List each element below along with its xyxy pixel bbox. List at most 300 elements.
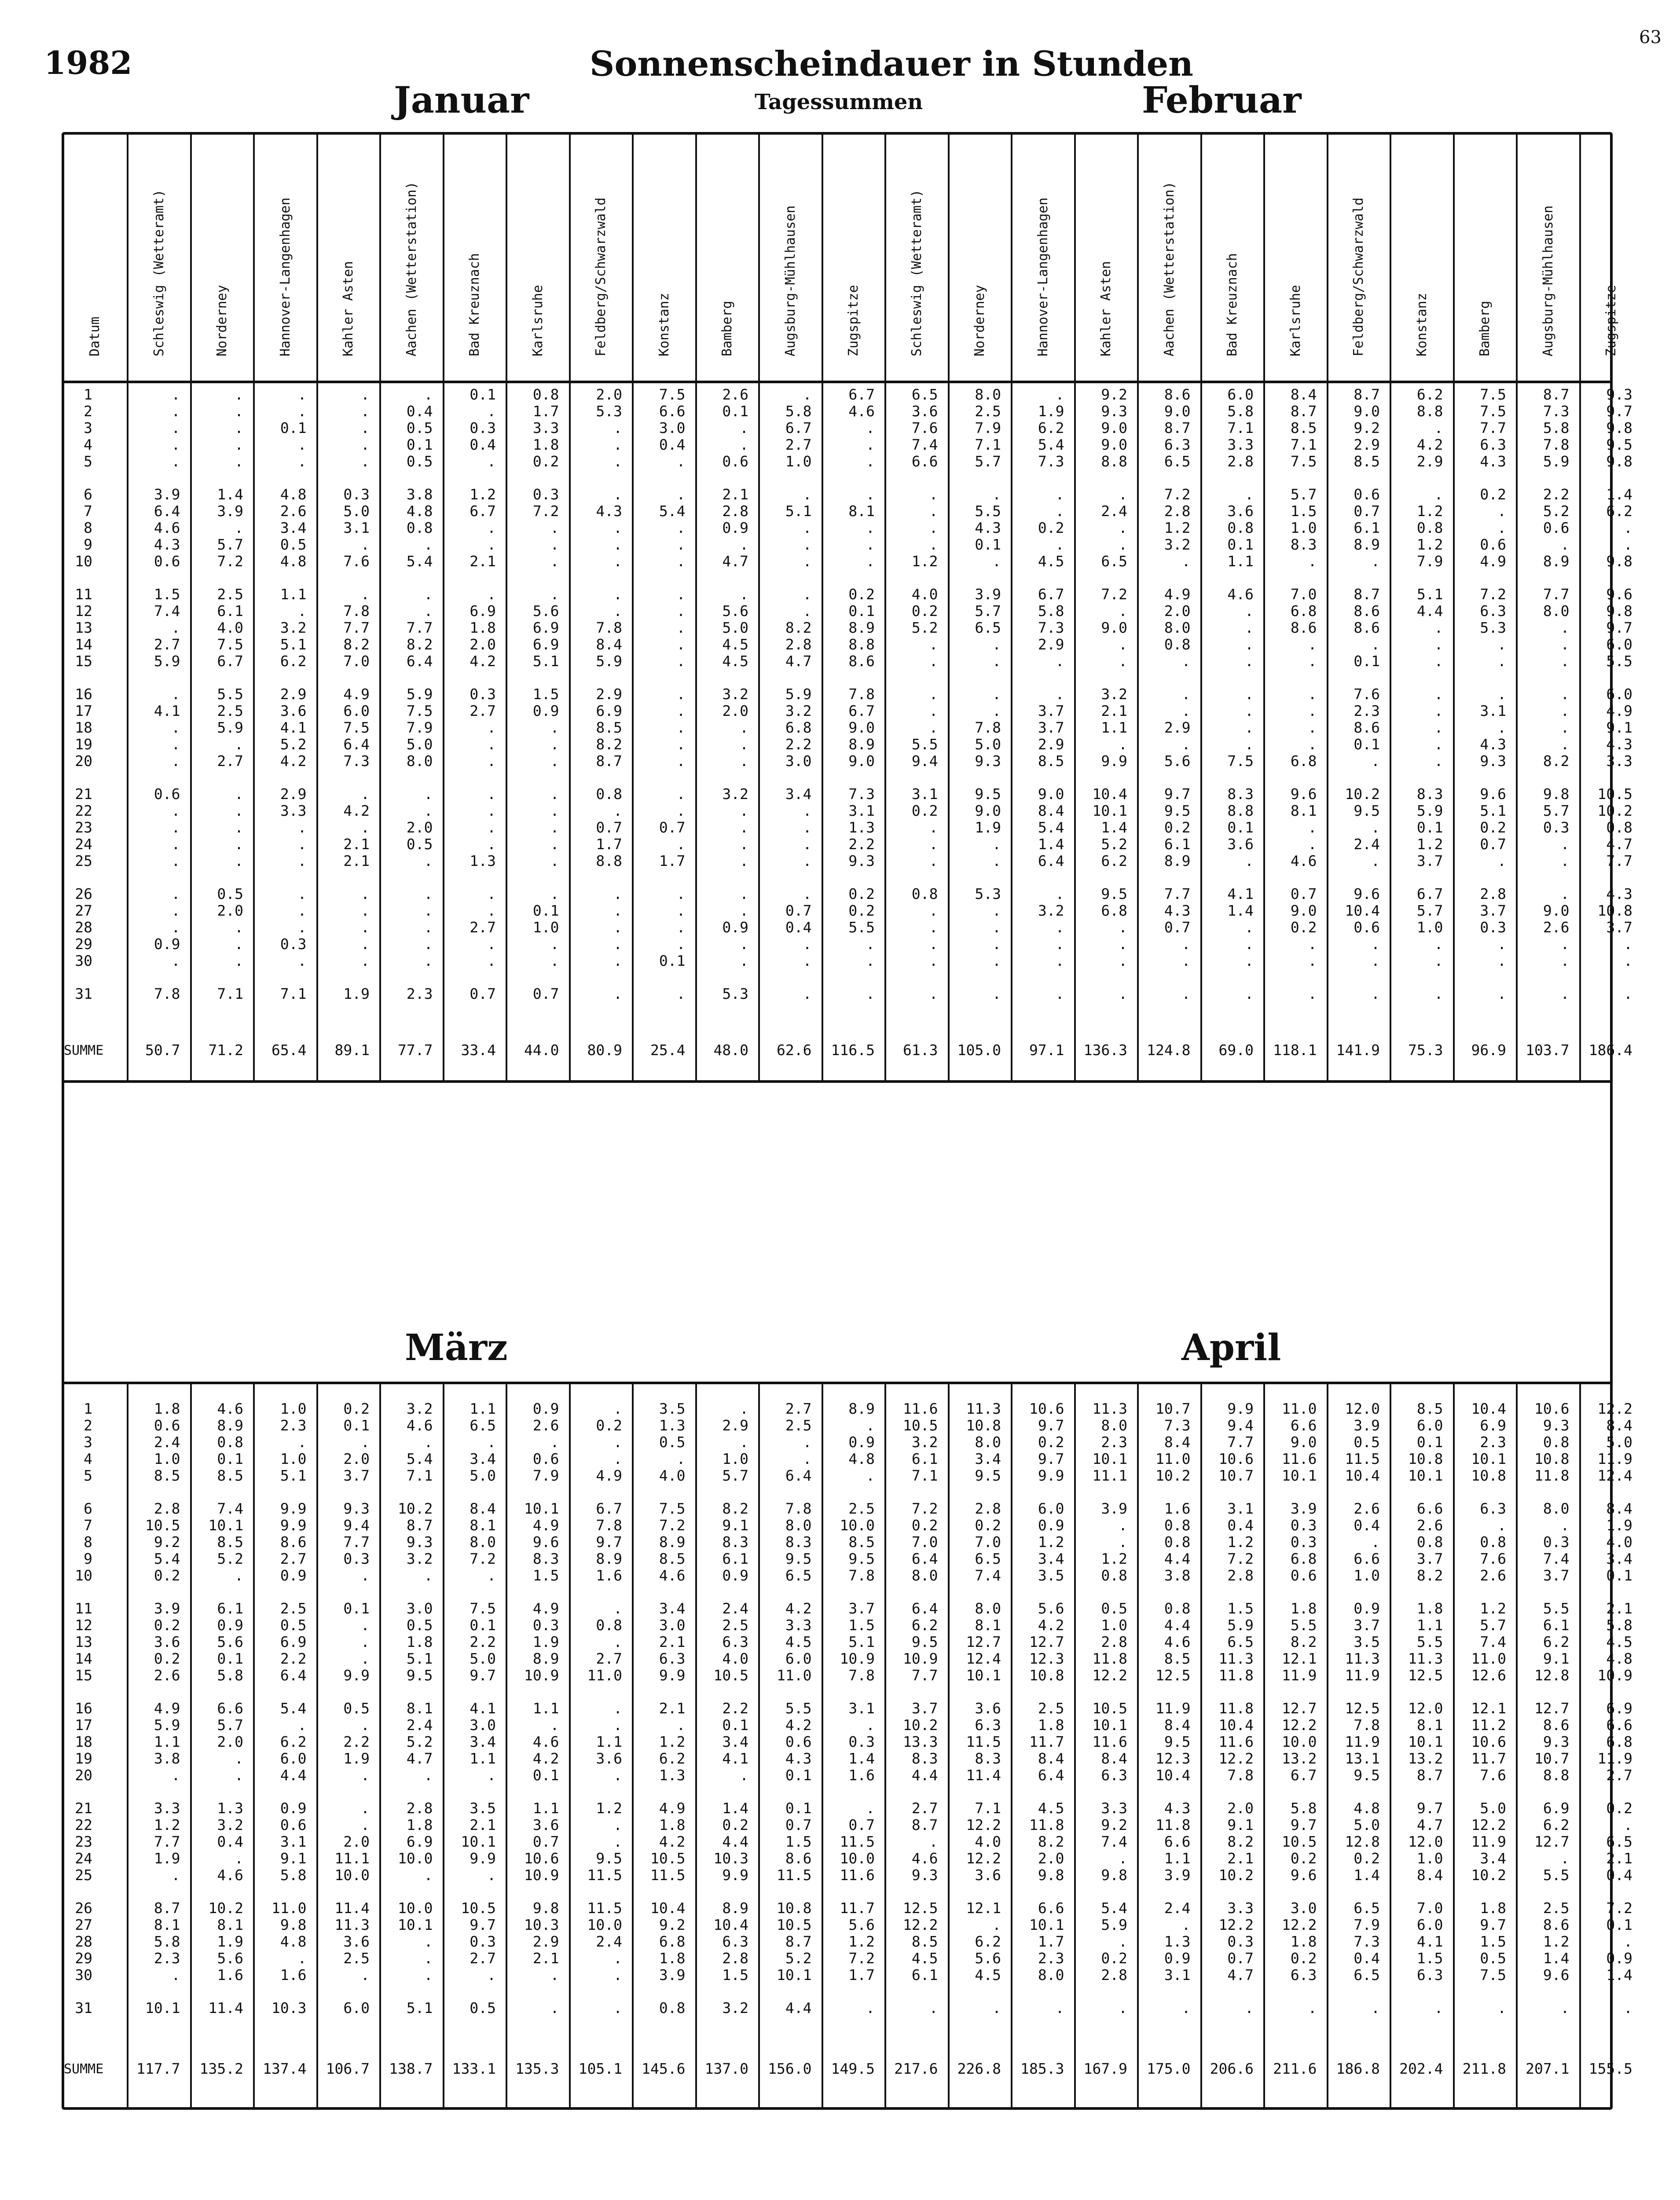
table-cell: 10.4 [1345,902,1380,919]
table-cell: 5.9 [1227,1617,1254,1634]
table-cell: 6.2 [280,1733,307,1750]
table-cell: 4.6 [532,1733,559,1750]
table-cell: . [929,919,938,936]
table-cell: 7.0 [1416,1899,1443,1917]
table-cell: 3.4 [470,1450,496,1467]
table-cell: 4.7 [722,553,748,570]
table-cell: 7.1 [911,1467,938,1484]
table-cell: 0.7 [532,985,559,1002]
table-cell: 12.5 [1345,1700,1380,1717]
table-cell: 7.2 [217,553,243,570]
table-cell: 8.9 [722,1899,748,1917]
table-cell: 3.0 [659,419,686,436]
table-cell: 4.7 [1416,1816,1443,1833]
table-cell: 7.7 [1227,1434,1254,1451]
table-cell: 9.9 [470,1850,496,1867]
table-cell: . [1308,836,1317,853]
table-cell: . [992,553,1001,570]
table-cell: . [361,419,370,436]
table-cell: . [171,885,180,902]
table-cell: 6.6 [1038,1899,1064,1917]
table-cell: . [613,1816,622,1833]
table-cell: 9.0 [1038,785,1064,803]
station-header: Bad Kreuznach [467,253,483,356]
table-cell: . [1119,1933,1127,1950]
table-cell: . [1371,1533,1380,1551]
table-cell: 8.6 [848,653,875,670]
table-cell: . [361,1650,370,1667]
sum-cell: 137.0 [704,2060,748,2077]
table-cell: 10.2 [208,1899,243,1917]
table-cell: . [866,1999,875,2017]
table-cell: . [424,1434,433,1451]
table-cell: 6.9 [280,1633,307,1650]
table-cell: . [171,719,180,736]
table-cell: 5.9 [154,1716,180,1734]
table-cell: 0.8 [596,785,622,803]
table-cell: . [487,802,496,819]
table-cell: 10.6 [524,1850,559,1867]
table-cell: . [1434,952,1443,969]
table-cell: . [550,519,559,536]
table-cell: 0.2 [154,1567,180,1584]
table-cell: 0.6 [280,1816,307,1833]
table-cell: . [487,1966,496,1984]
table-cell: . [361,1816,370,1833]
sum-cell: 97.1 [1029,1041,1064,1059]
table-cell: 6.1 [1543,1617,1570,1634]
table-cell: . [1497,686,1506,703]
table-cell: 9.8 [1606,453,1632,470]
table-cell: . [1560,653,1570,670]
table-cell: 8.3 [1416,785,1443,803]
table-cell: 8.8 [1101,453,1127,470]
sum-cell: 96.9 [1471,1041,1506,1059]
table-cell: 5.2 [785,1950,812,1967]
day-number: 9 [84,536,92,553]
table-cell: 5.0 [1480,1800,1506,1817]
table-cell: 7.1 [406,1467,433,1484]
table-cell: . [424,586,433,603]
table-cell: 6.3 [1480,436,1506,453]
table-cell: 2.7 [785,1400,812,1417]
table-cell: 3.4 [785,785,812,803]
table-cell: 9.6 [1354,885,1380,902]
table-cell: . [361,1633,370,1650]
table-cell: . [676,686,686,703]
table-cell: . [1497,935,1506,953]
table-cell: 3.9 [154,1600,180,1617]
table-cell: 8.1 [470,1517,496,1534]
table-cell: . [297,602,307,620]
table-cell: 5.5 [1416,1633,1443,1650]
table-cell: 0.1 [1416,1434,1443,1451]
table-cell: 1.0 [280,1450,307,1467]
table-cell: 5.8 [1606,1617,1632,1634]
table-cell: . [1119,736,1127,753]
table-cell: . [1119,1850,1127,1867]
table-cell: 8.2 [406,636,433,653]
table-cell: 8.7 [785,1933,812,1950]
table-cell: 1.2 [470,486,496,503]
sum-cell: 136.3 [1083,1041,1127,1059]
table-cell: . [235,436,243,453]
table-cell: . [297,1434,307,1451]
table-cell: 7.2 [1606,1899,1632,1917]
table-cell: 5.6 [722,602,748,620]
table-cell: 0.7 [1354,502,1380,520]
table-cell: 3.7 [848,1600,875,1617]
table-cell: . [1245,602,1254,620]
table-cell: 5.8 [280,1866,307,1884]
table-cell: . [550,1434,559,1451]
table-cell: 2.9 [532,1933,559,1950]
table-cell: . [171,752,180,770]
table-cell: 5.1 [406,1650,433,1667]
table-cell: 5.6 [217,1950,243,1967]
table-cell: 3.6 [343,1933,370,1950]
table-cell: 1.9 [154,1850,180,1867]
table-cell: . [613,536,622,553]
table-cell: 8.9 [848,736,875,753]
table-cell: 2.6 [1480,1567,1506,1584]
table-cell: . [171,619,180,636]
table-cell: . [424,802,433,819]
table-cell: 1.3 [659,1767,686,1784]
table-cell: 6.0 [1606,686,1632,703]
table-cell: 0.1 [217,1450,243,1467]
table-cell: 7.4 [911,436,938,453]
table-cell: 2.0 [722,702,748,719]
table-cell: 4.4 [1416,602,1443,620]
table-cell: 8.5 [217,1533,243,1551]
table-cell: 9.0 [1290,902,1317,919]
table-cell: 1.6 [1164,1500,1191,1517]
table-cell: 0.8 [659,1999,686,2017]
table-cell: 3.5 [1354,1633,1380,1650]
table-cell: . [676,985,686,1002]
day-number: 10 [75,553,92,570]
table-cell: 0.5 [280,1617,307,1634]
sum-cell: 124.8 [1147,1041,1191,1059]
table-cell: . [929,653,938,670]
table-cell: . [929,502,938,520]
table-cell: 4.3 [1606,736,1632,753]
table-cell: 1.9 [975,819,1001,836]
table-cell: 4.5 [911,1950,938,1967]
table-cell: 6.3 [1164,436,1191,453]
table-cell: 9.0 [975,802,1001,819]
table-cell: . [1181,952,1191,969]
table-cell: 2.8 [154,1500,180,1517]
table-cell: 9.0 [1101,419,1127,436]
table-cell: 4.9 [1164,586,1191,603]
table-cell: 4.0 [722,1650,748,1667]
table-cell: 1.7 [659,852,686,869]
table-cell: 6.3 [1480,602,1506,620]
table-cell: 2.0 [217,902,243,919]
table-cell: 4.2 [785,1600,812,1617]
table-cell: . [1560,836,1570,853]
table-cell: 4.2 [470,653,496,670]
table-cell: 6.0 [1227,386,1254,403]
day-number: 14 [75,636,92,653]
table-cell: 1.2 [1543,1933,1570,1950]
table-cell: 0.7 [785,1816,812,1833]
table-cell: 3.7 [1480,902,1506,919]
table-cell: . [1434,752,1443,770]
table-cell: 5.1 [848,1633,875,1650]
table-cell: 7.8 [848,1667,875,1684]
table-cell: 0.9 [1038,1517,1064,1534]
table-cell: 4.5 [785,1633,812,1650]
table-cell: 10.4 [1345,1467,1380,1484]
table-cell: . [613,885,622,902]
table-cell: 1.4 [1606,486,1632,503]
table-cell: 3.9 [659,1966,686,1984]
table-cell: 9.6 [1606,586,1632,603]
table-cell: 7.1 [1290,436,1317,453]
table-cell: 0.7 [785,902,812,919]
table-cell: 10.1 [1282,1467,1317,1484]
table-cell: . [613,985,622,1002]
table-cell: . [929,985,938,1002]
table-cell: 2.3 [1038,1950,1064,1967]
table-cell: 8.0 [1164,619,1191,636]
table-cell: 7.8 [1227,1767,1254,1784]
table-cell: 4.6 [217,1400,243,1417]
table-cell: 5.5 [1290,1617,1317,1634]
table-cell: 9.3 [975,752,1001,770]
table-cell: 11.5 [840,1833,875,1850]
table-cell: 11.5 [1345,1450,1380,1467]
table-cell: 12.0 [1345,1400,1380,1417]
day-number: 7 [84,502,92,520]
table-cell: 4.8 [1354,1800,1380,1817]
table-cell: 6.4 [406,653,433,670]
table-cell: 4.3 [1606,885,1632,902]
table-cell: 5.6 [532,602,559,620]
table-cell: 2.8 [722,502,748,520]
table-cell: 3.9 [975,586,1001,603]
table-cell: 2.1 [532,1950,559,1967]
table-cell: . [1624,1816,1632,1833]
day-number: 29 [75,935,92,953]
table-cell: 10.1 [461,1833,496,1850]
table-cell: 4.8 [280,1933,307,1950]
table-cell: 9.9 [343,1667,370,1684]
table-cell: 10.5 [1597,785,1632,803]
table-cell: . [1560,1999,1570,2017]
table-cell: . [1371,952,1380,969]
table-cell: 10.8 [1471,1467,1506,1484]
table-cell: 2.3 [1480,1434,1506,1451]
station-header: Hannover-Langenhagen [277,197,293,356]
table-cell: 6.2 [1416,386,1443,403]
table-cell: 7.9 [975,419,1001,436]
table-cell: 11.9 [1597,1450,1632,1467]
day-number: 24 [75,1850,92,1867]
table-cell: . [487,935,496,953]
table-cell: 6.1 [911,1450,938,1467]
table-cell: 5.4 [659,502,686,520]
day-number: 2 [84,1417,92,1434]
table-cell: 0.3 [280,935,307,953]
table-cell: 3.9 [1354,1417,1380,1434]
table-cell: . [297,386,307,403]
table-cell: . [992,1999,1001,2017]
table-cell: . [1181,736,1191,753]
table-cell: 6.3 [1101,1767,1127,1784]
table-cell: . [424,1767,433,1784]
table-cell: 5.5 [911,736,938,753]
table-cell: 1.6 [848,1767,875,1784]
table-cell: . [424,852,433,869]
table-cell: 4.3 [975,519,1001,536]
table-cell: 2.0 [217,1733,243,1750]
table-cell: . [171,686,180,703]
table-cell: 4.6 [848,403,875,420]
table-cell: 2.0 [406,819,433,836]
table-cell: 6.0 [343,1999,370,2017]
table-cell: 9.9 [1227,1400,1254,1417]
table-cell: 6.7 [848,702,875,719]
table-cell: 8.5 [1038,752,1064,770]
table-cell: 3.1 [848,802,875,819]
table-cell: 7.7 [1164,885,1191,902]
table-cell: 2.8 [1101,1966,1127,1984]
table-cell: 4.3 [1480,453,1506,470]
table-cell: 0.6 [785,1733,812,1750]
table-cell: 4.2 [1038,1617,1064,1634]
table-cell: 12.2 [966,1850,1001,1867]
table-cell: . [487,836,496,853]
day-number: 19 [75,1750,92,1767]
table-cell: 8.8 [596,852,622,869]
table-cell: 0.4 [1606,1866,1632,1884]
table-cell: . [550,952,559,969]
table-cell: 0.5 [343,1700,370,1717]
table-cell: 6.6 [911,453,938,470]
table-cell: . [550,935,559,953]
sum-cell: 141.9 [1336,1041,1380,1059]
table-cell: 12.3 [1029,1650,1064,1667]
table-cell: 9.9 [1038,1467,1064,1484]
table-cell: 6.2 [280,653,307,670]
table-cell: 3.8 [154,1750,180,1767]
table-cell: 8.6 [1543,1916,1570,1933]
table-cell: 0.3 [1480,919,1506,936]
table-cell: 8.9 [1543,553,1570,570]
page-year: 1982 [44,44,132,81]
table-cell: 8.6 [1164,386,1191,403]
table-cell: 7.8 [848,1567,875,1584]
day-number: 1 [84,1400,92,1417]
table-cell: 4.9 [532,1600,559,1617]
table-cell: 3.1 [1227,1500,1254,1517]
table-cell: 4.8 [280,553,307,570]
table-cell: 4.8 [280,486,307,503]
table-cell: . [235,836,243,853]
sum-cell: 25.4 [650,1041,686,1059]
table-cell: 10.6 [1471,1733,1506,1750]
day-number: 9 [84,1550,92,1567]
table-cell: 11.9 [1597,1750,1632,1767]
table-cell: . [929,719,938,736]
table-cell: 2.4 [1101,502,1127,520]
table-cell: 9.6 [532,1533,559,1551]
table-cell: 8.3 [1227,785,1254,803]
table-cell: . [297,453,307,470]
table-cell: 7.6 [1480,1767,1506,1784]
table-cell: 2.1 [470,1816,496,1833]
day-number: 25 [75,852,92,869]
table-cell: 6.0 [280,1750,307,1767]
table-cell: 0.8 [596,1617,622,1634]
table-cell: 8.4 [1606,1500,1632,1517]
table-cell: 4.5 [1038,553,1064,570]
table-cell: 6.3 [1480,1500,1506,1517]
table-cell: . [1371,985,1380,1002]
table-cell: . [550,1716,559,1734]
table-cell: 10.8 [1597,902,1632,919]
table-cell: 4.5 [722,636,748,653]
table-cell: 12.1 [1282,1650,1317,1667]
table-cell: 2.7 [470,702,496,719]
table-cell: . [487,752,496,770]
table-cell: 1.7 [1038,1933,1064,1950]
table-cell: 6.7 [1290,1767,1317,1784]
table-cell: 11.6 [903,1400,938,1417]
table-cell: . [1497,653,1506,670]
table-cell: 3.7 [1543,1567,1570,1584]
table-cell: 7.4 [1480,1633,1506,1650]
table-cell: 7.1 [975,1800,1001,1817]
table-cell: 8.7 [596,752,622,770]
day-number: 18 [75,719,92,736]
table-cell: 0.8 [1416,1533,1443,1551]
table-cell: 5.7 [975,602,1001,620]
table-cell: 8.2 [1416,1567,1443,1584]
table-cell: 3.3 [154,1800,180,1817]
table-cell: . [550,553,559,570]
table-cell: 8.7 [1164,419,1191,436]
table-cell: . [992,653,1001,670]
table-cell: 5.4 [154,1550,180,1567]
table-cell: . [1371,553,1380,570]
table-cell: 5.0 [470,1650,496,1667]
table-cell: . [992,852,1001,869]
table-cell: 7.2 [1164,486,1191,503]
table-cell: 4.5 [1606,1633,1632,1650]
table-cell: 10.0 [1282,1733,1317,1750]
table-cell: . [550,1999,559,2017]
table-cell: 6.0 [785,1650,812,1667]
table-cell: 10.0 [587,1916,622,1933]
table-cell: 10.9 [903,1650,938,1667]
table-cell: 8.1 [848,502,875,520]
table-cell: 0.3 [1290,1517,1317,1534]
table-cell: . [613,519,622,536]
table-cell: 8.4 [1101,1750,1127,1767]
table-cell: 4.0 [1606,1533,1632,1551]
sum-cell: 156.0 [768,2060,812,2077]
table-cell: . [1119,519,1127,536]
table-cell: 0.4 [1227,1517,1254,1534]
table-cell: 8.4 [470,1500,496,1517]
table-cell: 1.1 [280,586,307,603]
table-cell: 2.5 [848,1500,875,1517]
